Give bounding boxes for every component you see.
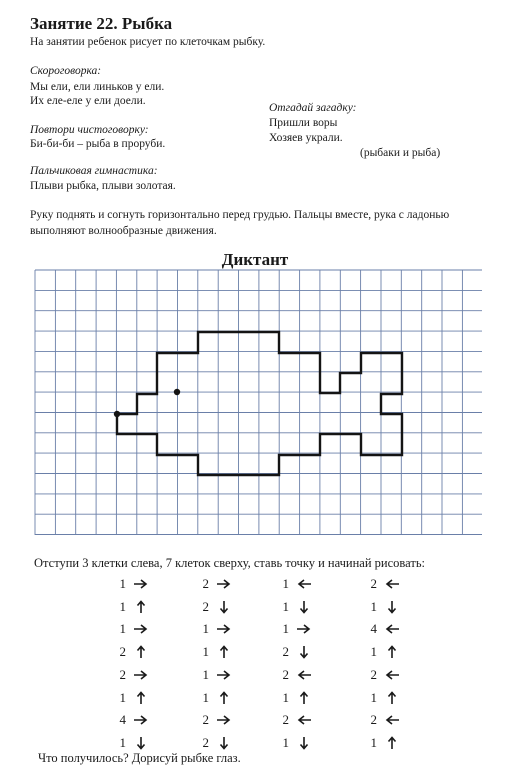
arrow-left-icon <box>384 622 400 636</box>
arrow-up-icon <box>133 600 149 614</box>
command-count: 2 <box>282 712 289 728</box>
command-item <box>114 599 149 615</box>
tongue-twister-label: Скороговорка: <box>30 65 102 77</box>
command-count: 1 <box>119 621 126 637</box>
arrow-down-icon <box>296 736 312 750</box>
command-count: 1 <box>370 734 377 750</box>
command-item <box>365 621 400 637</box>
command-count: 2 <box>202 734 209 750</box>
command-count: 1 <box>119 689 126 705</box>
command-count: 1 <box>119 576 126 591</box>
arrow-down-icon <box>216 736 232 750</box>
arrow-right-icon <box>296 622 312 636</box>
arrow-left-icon <box>296 668 312 682</box>
command-item <box>365 599 400 615</box>
command-count: 1 <box>282 598 289 614</box>
dictation-title: Диктант <box>221 250 289 269</box>
arrow-up-icon <box>216 691 232 705</box>
command-count: 1 <box>202 666 209 682</box>
riddle-line-2: Хозяев украли. <box>269 132 343 144</box>
command-item <box>365 644 400 660</box>
clean-speech-text: Би-би-би – рыба в проруби. <box>30 138 166 150</box>
command-count: 1 <box>119 598 126 614</box>
arrow-down-icon <box>133 736 149 750</box>
command-count: 2 <box>282 666 289 682</box>
fish-eye <box>174 389 180 395</box>
command-item <box>277 690 312 706</box>
command-count: 2 <box>370 576 377 591</box>
command-count: 1 <box>282 689 289 705</box>
arrow-left-icon <box>384 668 400 682</box>
command-item <box>365 735 400 751</box>
command-item <box>114 576 149 592</box>
start-dot <box>114 411 120 417</box>
arrow-up-icon <box>216 645 232 659</box>
command-count: 2 <box>370 712 377 728</box>
tongue-twister-line-2: Их еле-еле у ели доели. <box>30 95 146 107</box>
command-item <box>365 667 400 683</box>
command-count: 1 <box>202 621 209 637</box>
command-item <box>114 735 149 751</box>
command-count: 2 <box>282 644 289 660</box>
command-item <box>277 712 312 728</box>
command-count: 2 <box>202 712 209 728</box>
command-count: 1 <box>282 576 289 591</box>
command-item <box>114 690 149 706</box>
command-count: 1 <box>370 598 377 614</box>
arrow-left-icon <box>296 577 312 591</box>
arrow-right-icon <box>216 668 232 682</box>
arrow-up-icon <box>133 645 149 659</box>
command-count: 1 <box>370 644 377 660</box>
command-count: 2 <box>202 576 209 591</box>
arrow-right-icon <box>133 713 149 727</box>
command-count: 1 <box>202 689 209 705</box>
command-count: 4 <box>119 712 126 728</box>
command-count: 2 <box>370 666 377 682</box>
command-item <box>277 735 312 751</box>
tongue-twister-line-1: Мы ели, ели линьков у ели. <box>30 81 165 93</box>
riddle-label: Отгадай загадку: <box>269 102 357 114</box>
arrow-right-icon <box>133 577 149 591</box>
command-item <box>277 621 312 637</box>
command-item <box>365 712 400 728</box>
command-item <box>277 644 312 660</box>
command-count: 1 <box>370 689 377 705</box>
command-item <box>277 576 312 592</box>
arrow-right-icon <box>216 622 232 636</box>
arrow-up-icon <box>296 691 312 705</box>
intro-text: На занятии ребенок рисует по клеточкам рыбку. <box>30 36 266 48</box>
riddle-line-1: Пришли воры <box>269 117 338 129</box>
page-title: Занятие 22. Рыбка <box>30 14 173 33</box>
command-item <box>114 712 149 728</box>
command-count: 1 <box>282 621 289 637</box>
arrow-down-icon <box>296 600 312 614</box>
command-item <box>197 667 232 683</box>
dictation-instruction: Отступи 3 клетки слева, 7 клеток сверху, ставь точку и начинай рисовать: <box>34 556 426 570</box>
command-item <box>277 599 312 615</box>
command-item <box>365 576 400 592</box>
command-count: 2 <box>202 598 209 614</box>
arrow-left-icon <box>384 713 400 727</box>
exercise-line-1: Руку поднять и согнуть горизонтально перед грудью. Пальцы вместе, рука с ладонью <box>30 209 450 221</box>
arrow-down-icon <box>216 600 232 614</box>
command-count: 1 <box>202 644 209 660</box>
arrow-up-icon <box>384 691 400 705</box>
command-item <box>277 667 312 683</box>
arrow-up-icon <box>384 736 400 750</box>
command-item <box>197 690 232 706</box>
arrow-left-icon <box>384 577 400 591</box>
arrow-right-icon <box>216 577 232 591</box>
finger-gym-label: Пальчиковая гимнастика: <box>30 165 158 177</box>
arrow-left-icon <box>296 713 312 727</box>
command-count: 2 <box>119 666 126 682</box>
command-item <box>197 599 232 615</box>
command-item <box>114 667 149 683</box>
finger-gym-text: Плыви рыбка, плыви золотая. <box>30 180 176 192</box>
command-item <box>197 644 232 660</box>
command-item <box>197 712 232 728</box>
clean-speech-label: Повтори чистоговорку: <box>30 124 149 136</box>
command-item <box>197 735 232 751</box>
command-count: 2 <box>119 644 126 660</box>
exercise-line-2: выполняют волнообразные движения. <box>30 225 217 237</box>
arrow-up-icon <box>133 691 149 705</box>
arrow-down-icon <box>384 600 400 614</box>
arrow-right-icon <box>133 668 149 682</box>
arrow-right-icon <box>133 622 149 636</box>
command-count: 1 <box>119 734 126 750</box>
command-item <box>365 690 400 706</box>
command-item <box>197 576 232 592</box>
final-question: Что получилось? Дорисуй рыбке глаз. <box>38 751 241 765</box>
riddle-answer: (рыбаки и рыба) <box>360 147 441 159</box>
command-item <box>114 621 149 637</box>
command-count: 4 <box>370 621 377 637</box>
arrow-right-icon <box>216 713 232 727</box>
arrow-down-icon <box>296 645 312 659</box>
arrow-up-icon <box>384 645 400 659</box>
command-item <box>114 644 149 660</box>
command-count: 1 <box>282 734 289 750</box>
command-item <box>197 621 232 637</box>
